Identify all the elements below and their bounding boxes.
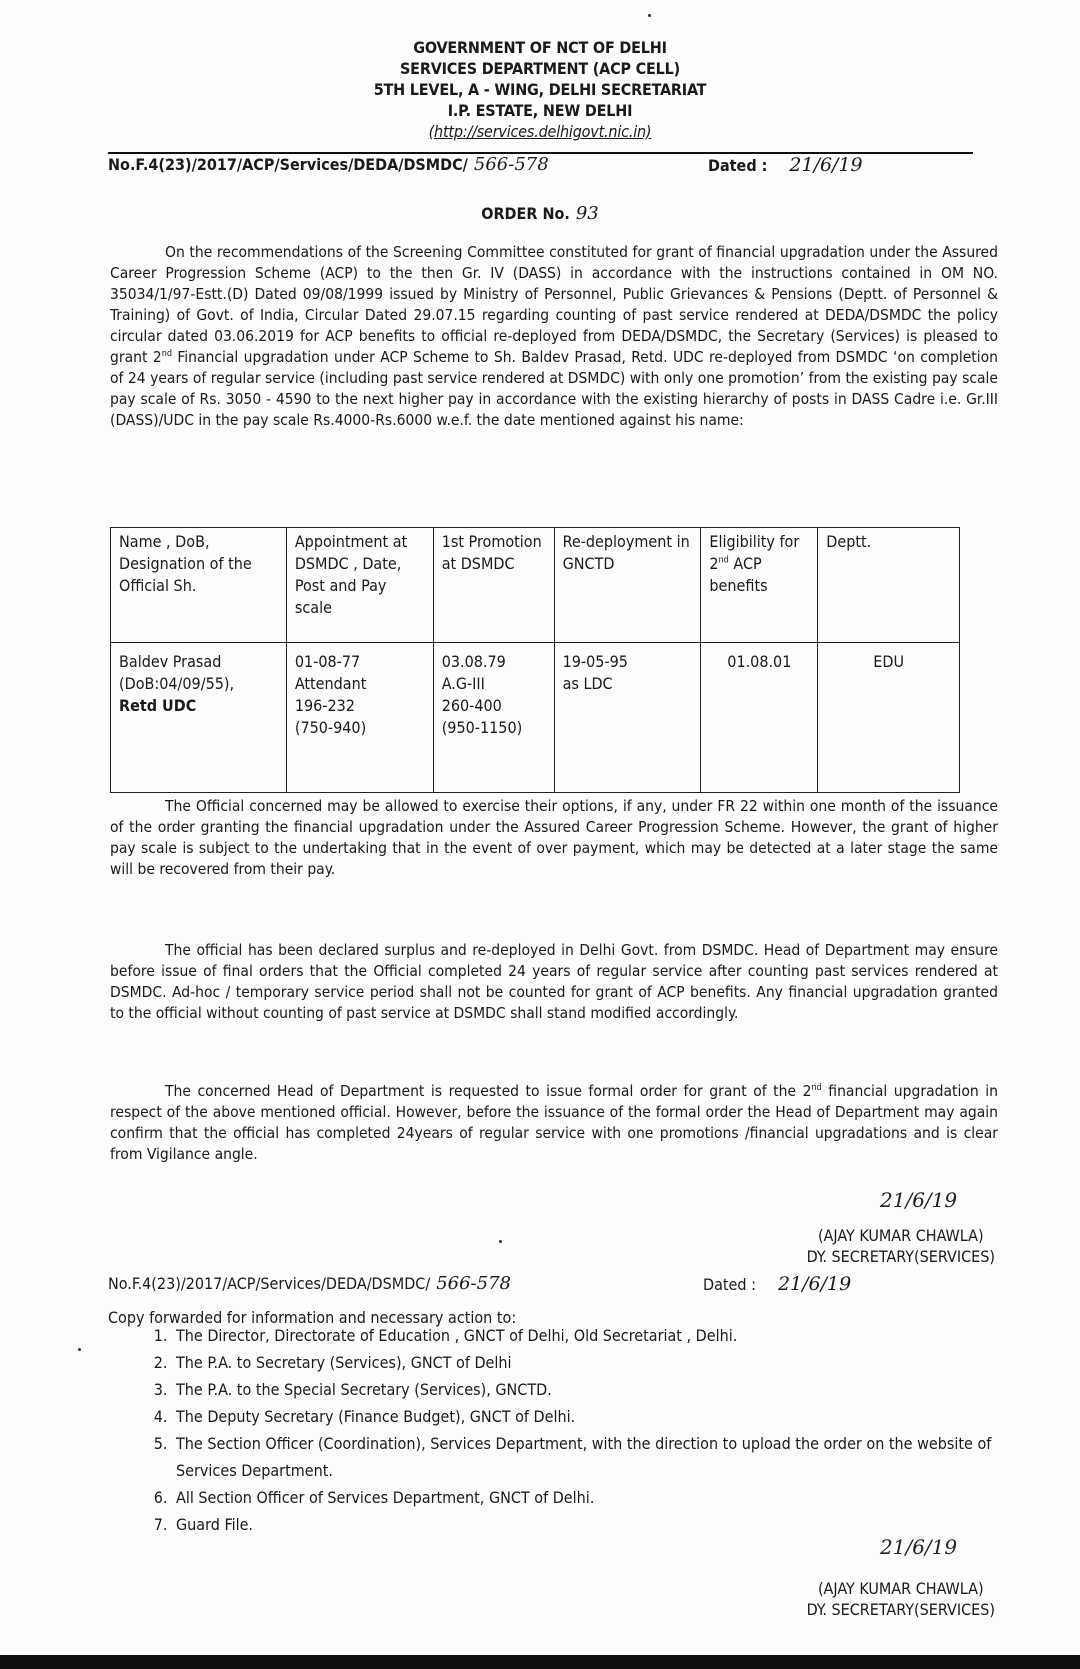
recipient-item: 3. The P.A. to the Special Secretary (Services), GNCTD. xyxy=(172,1376,992,1403)
cell-promotion: 03.08.79 A.G-III 260-400 (950-1150) xyxy=(433,643,554,793)
order-title xyxy=(0,203,1080,224)
header-promotion: 1st Promotion at DSMDC xyxy=(433,528,554,643)
signature-mark-1: 21/6/19 xyxy=(880,1188,958,1212)
copy-date: 21/6/19 xyxy=(777,1273,852,1295)
copy-reference-line xyxy=(108,1273,852,1295)
order-label: ORDER No. xyxy=(481,204,570,223)
copy-recipient-list xyxy=(150,1322,992,1538)
copy-file-number: No.F.4(23)/2017/ACP/Services/DEDA/DSMDC/ xyxy=(108,1274,431,1293)
order-number: 93 xyxy=(575,203,599,224)
recipient-item: 5. The Section Officer (Coordination), Services Department, with the direction to upload the order on the website of Services Department. xyxy=(172,1430,992,1484)
recipient-item: 2. The P.A. to Secretary (Services), GNCT of Delhi xyxy=(172,1349,992,1376)
table-header-row xyxy=(111,528,960,643)
signatory-designation: DY. SECRETARY(SERVICES) xyxy=(806,1600,995,1619)
dated-label: Dated : xyxy=(708,156,768,175)
signatory-block-2 xyxy=(807,1578,995,1620)
copy-forwarded-intro: Copy forwarded for information and necessary action to: xyxy=(108,1308,517,1327)
signatory-name: (AJAY KUMAR CHAWLA) xyxy=(817,1579,984,1598)
paragraph-head-of-department: The concerned Head of Department is requested to issue formal order for grant of the 2nd financial upgradation in respect of the above mentioned official. However, before the issuance of the formal order the Head of Department may again confirm that the official has completed 24years of regular service with one promotions /financial upgradations and is clear from Vigilance angle. xyxy=(110,1082,998,1163)
signatory-name: (AJAY KUMAR CHAWLA) xyxy=(817,1226,984,1245)
letterhead-address-2: I.P. ESTATE, NEW DELHI xyxy=(447,101,633,120)
copy-dated-label: Dated : xyxy=(703,1275,756,1294)
paragraph-surplus: The official has been declared surplus and re-deployed in Delhi Govt. from DSMDC. Head of Department may ensure before issue of final orders that the Official completed 24 years of regular service after counting past services rendered at DSMDC. Ad-hoc / temporary service period shall not be counted for grant of ACP benefits. Any financial upgradation granted to the official without counting of past service at DSMDC shall stand modified accordingly. xyxy=(110,941,998,1022)
scan-edge xyxy=(0,1655,1080,1669)
cell-name: Baldev Prasad (DoB:04/09/55), Retd UDC xyxy=(111,643,287,793)
header-eligibility: Eligibility for 2nd ACP benefits xyxy=(701,528,818,643)
signatory-designation: DY. SECRETARY(SERVICES) xyxy=(806,1247,995,1266)
letterhead-url[interactable]: (http://services.delhigovt.nic.in) xyxy=(428,122,652,141)
header-name: Name , DoB, Designation of the Official Sh. xyxy=(111,528,287,643)
scan-speck xyxy=(78,1348,81,1351)
scan-speck xyxy=(648,14,651,17)
file-number: No.F.4(23)/2017/ACP/Services/DEDA/DSMDC/ xyxy=(108,155,468,174)
cell-eligibility: 01.08.01 xyxy=(701,643,818,793)
cell-appointment: 01-08-77 Attendant 196-232 (750-940) xyxy=(286,643,433,793)
paragraph-recommendation: On the recommendations of the Screening Committee constituted for grant of financial upgradation under the Assured Career Progression Scheme (ACP) to the then Gr. IV (DASS) in accordance with the instructions contained in OM NO. 35034/1/97-Estt.(D) Dated 09/08/1999 issued by Ministry of Personnel, Public Grievances & Pensions (Deptt. of Personnel & Training) of Govt. of India, Circular Dated 29.07.15 regarding counting of past service rendered at DEDA/DSMDC the policy circular dated 03.06.2019 for ACP benefits to official re-deployed from DEDA/DSMDC, the Secretary (Services) is pleased to grant 2nd Financial upgradation under ACP Scheme to Sh. Baldev Prasad, Retd. UDC re-deployed from DSMDC ‘on completion of 24 years of regular service (including past service rendered at DSMDC) with only one promotion’ from the existing pay scale pay scale of Rs. 3050 - 4590 to the next higher pay in accordance with the existing hierarchy of posts in DASS Cadre i.e. Gr.III (DASS)/UDC in the pay scale Rs.4000-Rs.6000 w.e.f. the date mentioned against his name: xyxy=(110,243,999,429)
cell-deptt: EDU xyxy=(818,643,960,793)
cell-redeployment: 19-05-95 as LDC xyxy=(554,643,701,793)
copy-dated-block xyxy=(703,1273,851,1295)
header-deptt: Deptt. xyxy=(818,528,960,643)
header-appointment: Appointment at DSMDC , Date, Post and Pay scale xyxy=(286,528,433,643)
reference-line xyxy=(108,154,863,176)
recipient-item: 6. All Section Officer of Services Department, GNCT of Delhi. xyxy=(172,1484,992,1511)
header-redeployment: Re-deployment in GNCTD xyxy=(554,528,701,643)
letterhead-govt: GOVERNMENT OF NCT OF DELHI xyxy=(413,38,667,57)
letterhead-department: SERVICES DEPARTMENT (ACP CELL) xyxy=(400,59,680,78)
paragraph-options: The Official concerned may be allowed to exercise their options, if any, under FR 22 within one month of the issuance of the order granting the financial upgradation under the Assured Career Progression Scheme. However, the grant of higher pay scale is subject to the undertaking that in the event of over payment, which may be detected at a later stage the same will be recovered from their pay. xyxy=(110,797,998,878)
order-date: 21/6/19 xyxy=(789,154,863,176)
dated-block xyxy=(708,154,863,176)
signature-mark-2: 21/6/19 xyxy=(880,1535,958,1559)
recipient-item: 1. The Director, Directorate of Education , GNCT of Delhi, Old Secretariat , Delhi. xyxy=(172,1322,992,1349)
table-row xyxy=(111,643,960,793)
acp-table xyxy=(110,527,960,793)
dispatch-number: 566-578 xyxy=(473,154,549,175)
signatory-block-1 xyxy=(807,1225,995,1267)
scan-speck xyxy=(499,1240,502,1243)
copy-dispatch-number: 566-578 xyxy=(436,1273,511,1294)
letterhead-address-1: 5TH LEVEL, A - WING, DELHI SECRETARIAT xyxy=(373,80,707,99)
recipient-item: 4. The Deputy Secretary (Finance Budget), GNCT of Delhi. xyxy=(172,1403,992,1430)
letterhead xyxy=(0,37,1080,142)
recipient-item: 7. Guard File. xyxy=(172,1511,992,1538)
